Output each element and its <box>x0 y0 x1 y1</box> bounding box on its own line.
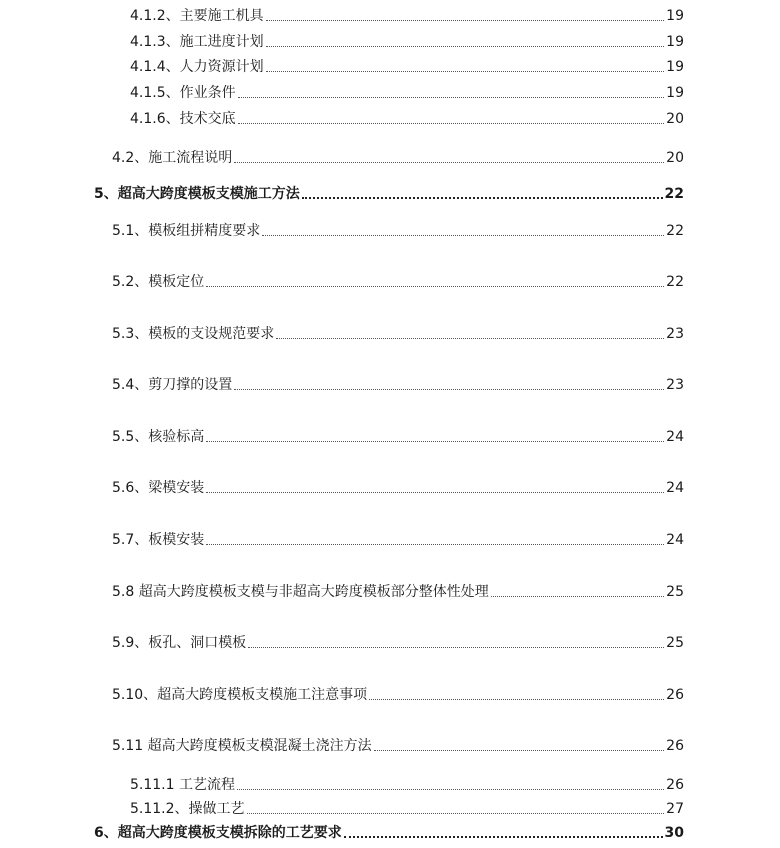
dot-leader <box>491 596 664 597</box>
toc-entry[interactable] <box>130 797 684 817</box>
dot-leader <box>302 197 663 199</box>
toc-entry[interactable] <box>130 81 684 101</box>
dot-leader <box>247 813 665 814</box>
toc-entry-page: 26 <box>666 738 684 754</box>
toc-entry[interactable] <box>130 30 684 50</box>
dot-leader <box>276 338 664 339</box>
dot-leader <box>234 162 664 163</box>
dot-leader <box>266 46 665 47</box>
toc-entry-page: 20 <box>666 111 684 127</box>
toc-entry-label: 5.11.2、操做工艺 <box>130 801 245 817</box>
dot-leader <box>234 389 664 390</box>
toc-entry-page: 24 <box>666 429 684 445</box>
toc-entry-label: 5.7、板模安装 <box>112 532 205 548</box>
dot-leader <box>262 235 664 236</box>
toc-chapter-entry[interactable] <box>94 821 684 841</box>
dot-leader <box>266 20 665 21</box>
toc-entry-label: 4.1.5、作业条件 <box>130 85 236 101</box>
toc-entry-label: 5、超高大跨度模板支模施工方法 <box>94 186 300 202</box>
toc-entry-label: 5.4、剪刀撑的设置 <box>112 377 233 393</box>
toc-entry[interactable] <box>112 734 684 754</box>
dot-leader <box>237 789 664 790</box>
toc-entry[interactable] <box>112 322 684 342</box>
toc-entry-page: 25 <box>666 584 684 600</box>
toc-entry-label: 5.6、梁模安装 <box>112 480 205 496</box>
dot-leader <box>206 286 664 287</box>
toc-entry-label: 5.11.1 工艺流程 <box>130 777 235 793</box>
toc-entry[interactable] <box>112 146 684 166</box>
toc-entry-label: 5.8 超高大跨度模板支模与非超高大跨度模板部分整体性处理 <box>112 584 489 600</box>
toc-entry-label: 5.2、模板定位 <box>112 274 205 290</box>
toc-entry-page: 26 <box>666 777 684 793</box>
toc-entry[interactable] <box>112 631 684 651</box>
toc-entry[interactable] <box>112 425 684 445</box>
toc-entry-page: 19 <box>666 34 684 50</box>
toc-entry-label: 5.3、模板的支设规范要求 <box>112 326 275 342</box>
toc-entry-page: 23 <box>666 326 684 342</box>
dot-leader <box>374 750 665 751</box>
toc-entry-page: 19 <box>666 85 684 101</box>
toc-entry-label: 4.2、施工流程说明 <box>112 150 233 166</box>
toc-entry-page: 22 <box>666 274 684 290</box>
toc-entry-page: 27 <box>666 801 684 817</box>
toc-entry[interactable] <box>130 773 684 793</box>
toc-entry-label: 4.1.3、施工进度计划 <box>130 34 264 50</box>
toc-entry-page: 25 <box>666 635 684 651</box>
toc-entry-page: 22 <box>666 223 684 239</box>
toc-entry[interactable] <box>130 55 684 75</box>
toc-entry-label: 5.5、核验标高 <box>112 429 205 445</box>
toc-entry-label: 4.1.4、人力资源计划 <box>130 59 264 75</box>
toc-entry-page: 24 <box>666 480 684 496</box>
toc-entry-label: 5.10、超高大跨度模板支模施工注意事项 <box>112 687 368 703</box>
toc-entry-page: 30 <box>664 825 684 841</box>
toc-entry-label: 6、超高大跨度模板支模拆除的工艺要求 <box>94 825 342 841</box>
toc-entry-page: 24 <box>666 532 684 548</box>
dot-leader <box>206 441 664 442</box>
toc-entry-page: 20 <box>666 150 684 166</box>
toc-entry[interactable] <box>112 476 684 496</box>
toc-entry[interactable] <box>112 373 684 393</box>
dot-leader <box>238 123 665 124</box>
toc-entry[interactable] <box>112 270 684 290</box>
dot-leader <box>206 544 664 545</box>
toc-entry[interactable] <box>112 219 684 239</box>
toc-entry-page: 19 <box>666 8 684 24</box>
toc-entry-page: 22 <box>664 186 684 202</box>
dot-leader <box>206 492 664 493</box>
toc-entry[interactable] <box>112 528 684 548</box>
toc-entry[interactable] <box>112 683 684 703</box>
dot-leader <box>248 647 664 648</box>
toc-entry-label: 4.1.6、技术交底 <box>130 111 236 127</box>
toc-entry[interactable] <box>112 580 684 600</box>
dot-leader <box>266 71 665 72</box>
toc-entry-label: 4.1.2、主要施工机具 <box>130 8 264 24</box>
toc-entry[interactable] <box>130 107 684 127</box>
toc-entry-page: 23 <box>666 377 684 393</box>
toc-entry-page: 19 <box>666 59 684 75</box>
toc-entry-label: 5.9、板孔、洞口模板 <box>112 635 247 651</box>
toc-entry-label: 5.1、模板组拼精度要求 <box>112 223 261 239</box>
dot-leader <box>344 836 663 838</box>
toc-entry-label: 5.11 超高大跨度模板支模混凝土浇注方法 <box>112 738 372 754</box>
dot-leader <box>238 97 665 98</box>
toc-chapter-entry[interactable] <box>94 182 684 202</box>
toc-entry-page: 26 <box>666 687 684 703</box>
dot-leader <box>369 699 664 700</box>
toc-entry[interactable] <box>130 4 684 24</box>
